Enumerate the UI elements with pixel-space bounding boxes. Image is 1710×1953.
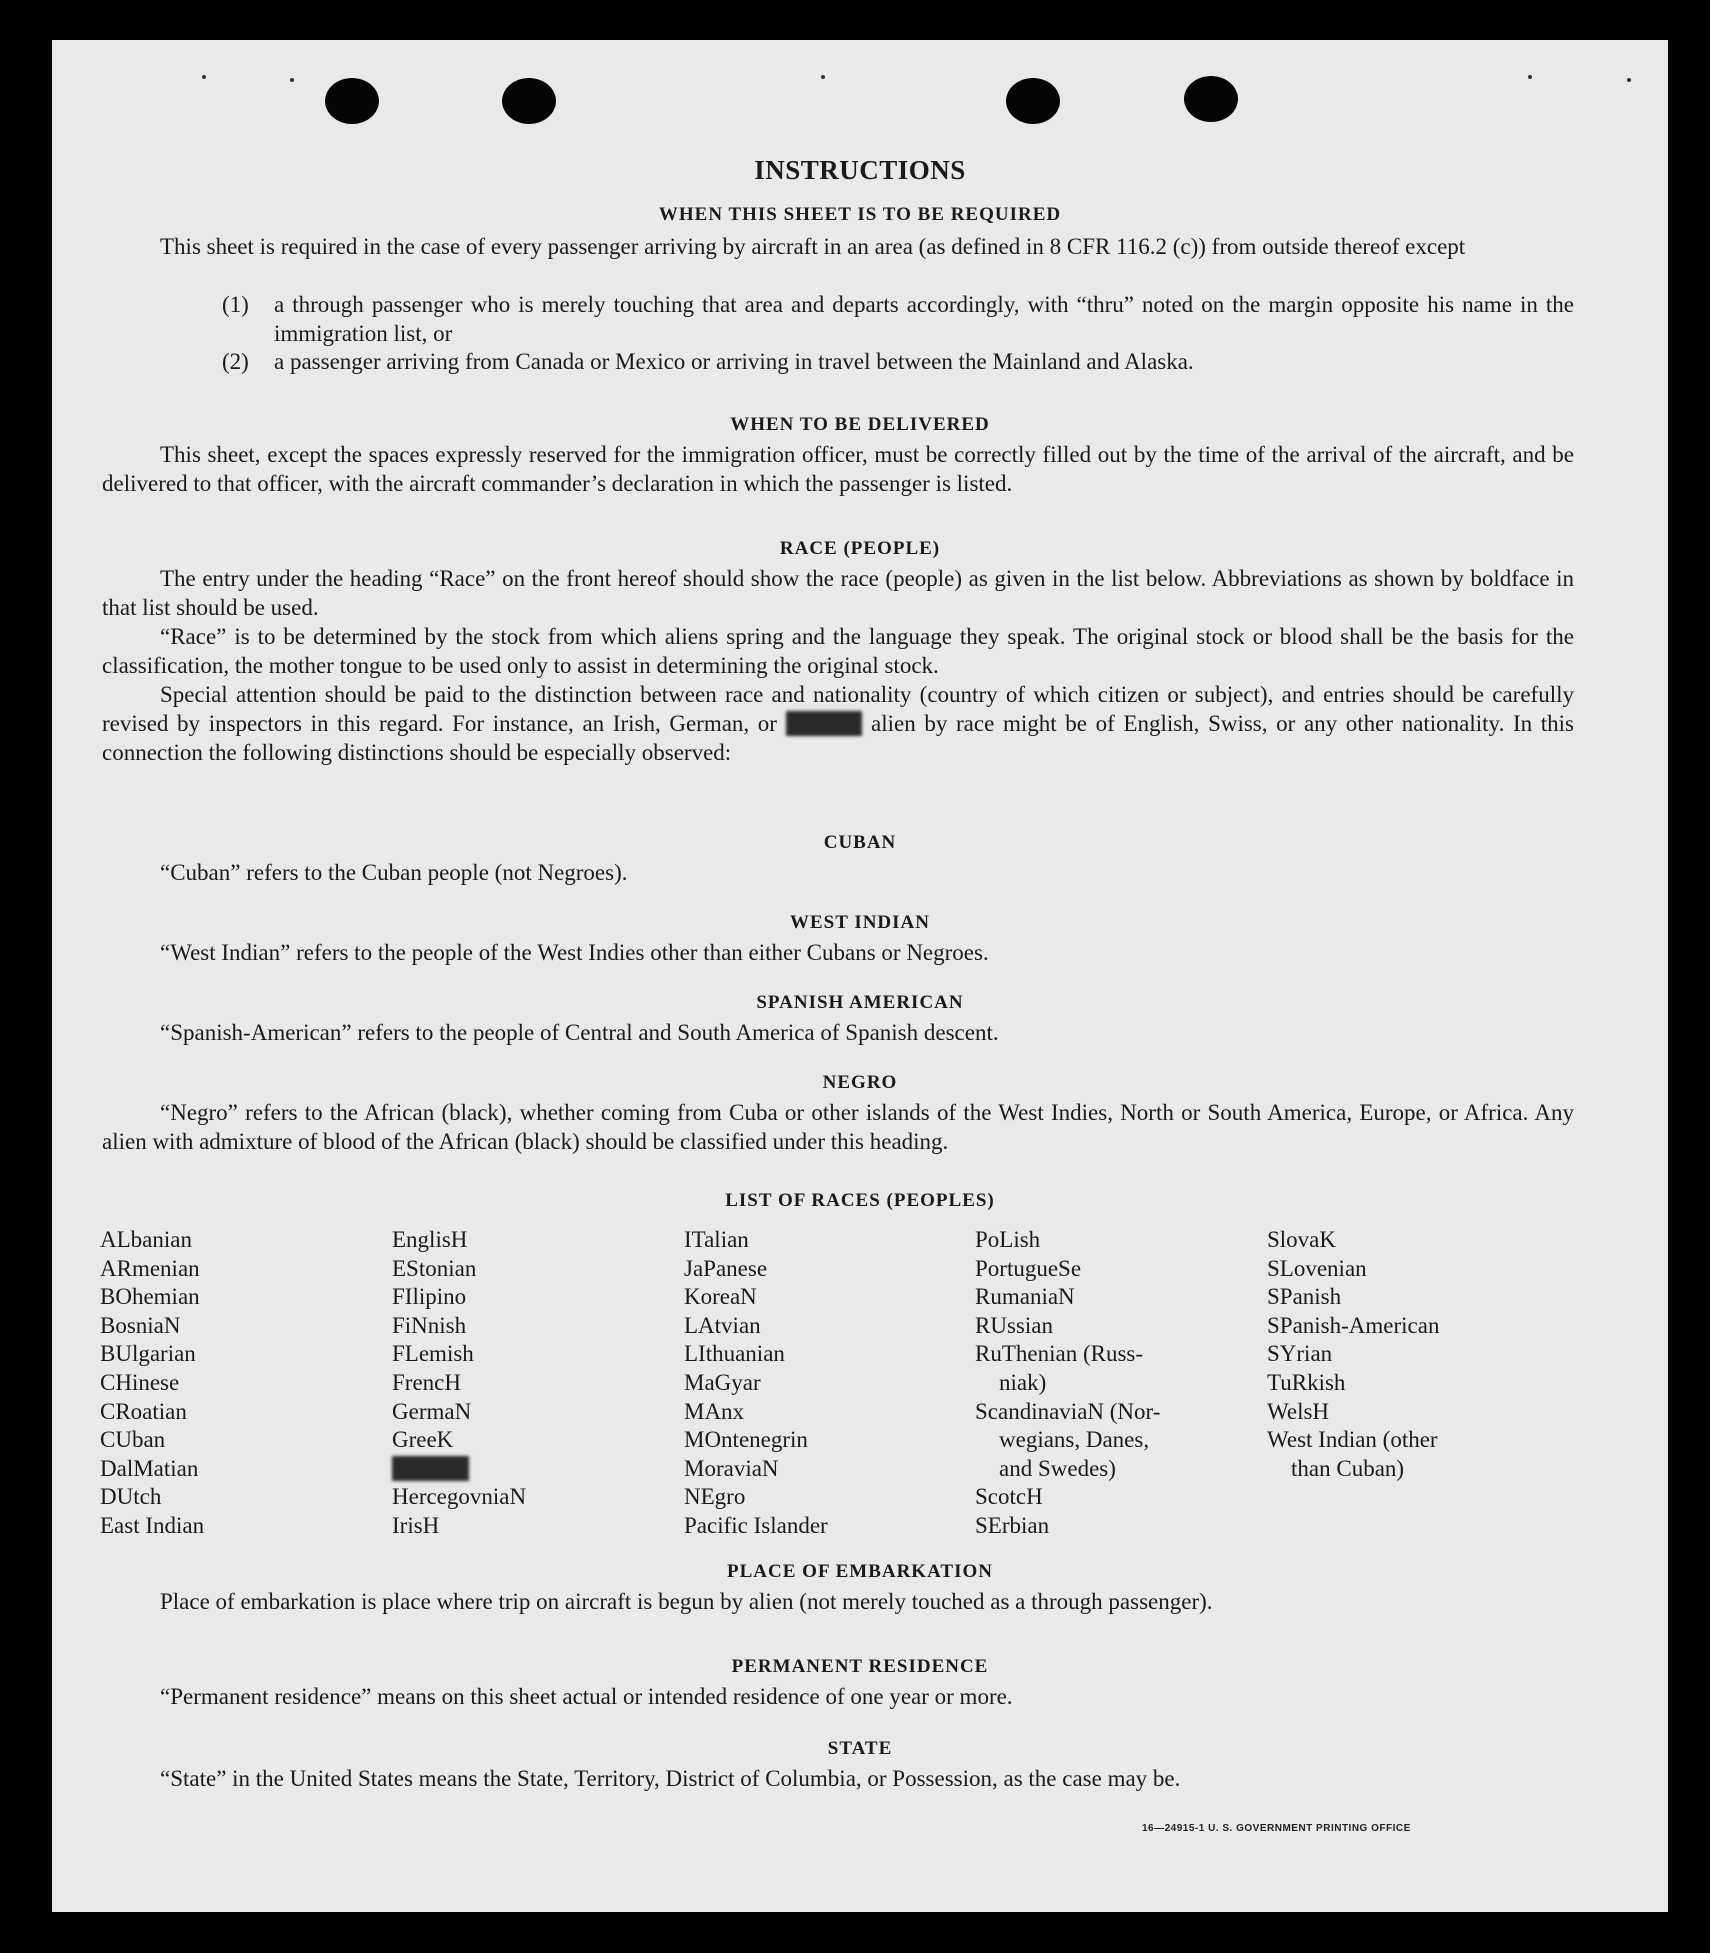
race-entry: PortugueSe	[975, 1255, 1082, 1281]
race-entry: LAtvian	[684, 1312, 761, 1338]
race-entry: East Indian	[100, 1512, 205, 1538]
race-paragraph-1: The entry under the heading “Race” on the front hereof should show the race (people) as given in the list below. Abbreviations as shown by boldface in that list should be used.	[102, 566, 1574, 620]
race-entry: TuRkish	[1267, 1369, 1346, 1395]
race-entry: GreeK	[392, 1427, 454, 1453]
race-entry: ARmenian	[100, 1255, 200, 1281]
heading-list-of-races: LIST OF RACES (PEOPLES)	[725, 1190, 995, 1211]
race-entry: ITalian	[684, 1227, 749, 1252]
race-entry: CHinese	[100, 1369, 180, 1395]
race-entry: RuThenian (Russ-	[975, 1341, 1144, 1367]
when-delivered-text: This sheet, except the spaces expressly reserved for the immigration officer, must be correctly filled out by the time of the arrival of the aircraft, and be delivered to that officer, with the aircraft commander’s declaration in which the passenger is listed.	[102, 442, 1574, 496]
cuban-text: “Cuban” refers to the Cuban people (not Negroes).	[160, 860, 628, 885]
residence-text: “Permanent residence” means on this sheet actual or intended residence of one year or more.	[160, 1684, 1013, 1709]
heading-cuban: CUBAN	[823, 832, 897, 853]
paper-speck	[202, 75, 206, 79]
race-entry: SPanish	[1267, 1284, 1342, 1310]
heading-west-indian: WEST INDIAN	[790, 912, 930, 933]
race-list-column-2	[392, 1225, 672, 1540]
race-entry: SLovenian	[1267, 1255, 1367, 1281]
heading-spanish-american: SPANISH AMERICAN	[756, 992, 964, 1013]
race-entry: HercegovniaN	[392, 1484, 527, 1510]
race-entry: IrisH	[392, 1512, 440, 1538]
race-entry: DalMatian	[100, 1455, 199, 1481]
heading-embarkation: PLACE OF EMBARKATION	[727, 1561, 993, 1582]
race-entry: SlovaK	[1267, 1227, 1336, 1252]
race-paragraph-2: “Race” is to be determined by the stock from which aliens spring and the language they speak. The original stock or blood shall be the basis for the classification, the mother tongue to be used only to assist in determining the original stock.	[102, 624, 1574, 678]
race-list-column-4	[975, 1225, 1255, 1540]
race-list-column-1	[100, 1225, 380, 1540]
race-entry: ScandinaviaN (Nor-	[975, 1398, 1161, 1424]
race-entry: WelsH	[1267, 1398, 1330, 1424]
race-entry: FLemish	[392, 1341, 474, 1367]
spanish-american-text: “Spanish-American” refers to the people of Central and South America of Spanish descent.	[160, 1020, 999, 1045]
race-entry-continued: niak)	[999, 1369, 1047, 1395]
race-entry: EnglisH	[392, 1227, 468, 1252]
instruction-sheet	[52, 40, 1668, 1912]
negro-paragraph	[102, 1098, 1574, 1156]
punch-hole	[1006, 78, 1060, 124]
race-paragraph-3	[102, 680, 1574, 767]
race-entry: BOhemian	[100, 1284, 200, 1310]
race-entry: SYrian	[1267, 1341, 1333, 1367]
exception-number: (2)	[222, 349, 249, 374]
state-text: “State” in the United States means the State, Territory, District of Columbia, or Possession, as the case may be.	[160, 1766, 1181, 1791]
race-entry: SPanish-American	[1267, 1312, 1440, 1338]
heading-negro: NEGRO	[822, 1072, 898, 1093]
obscured-word: Hebrew	[787, 711, 861, 736]
paper-speck	[290, 78, 294, 82]
race-list-column-5	[1267, 1225, 1547, 1482]
page-title: INSTRUCTIONS	[754, 155, 966, 185]
race-entry: FiNnish	[392, 1312, 467, 1338]
race-entry: NEgro	[684, 1484, 746, 1510]
punch-hole	[325, 78, 379, 124]
race-entry: BosniaN	[100, 1312, 181, 1338]
race-list-column-3	[684, 1225, 964, 1540]
state-paragraph	[102, 1764, 1574, 1793]
west-indian-text: “West Indian” refers to the people of the West Indies other than either Cubans or Negroes.	[160, 940, 989, 965]
race-entry: MAnx	[684, 1398, 745, 1424]
race-entry: ALbanian	[100, 1227, 192, 1252]
obscured-word: Hebrew	[394, 1455, 467, 1481]
race-entry: MOntenegrin	[684, 1427, 808, 1453]
race-entry: MoraviaN	[684, 1455, 779, 1481]
paper-speck	[821, 75, 825, 79]
when-required-intro-text: This sheet is required in the case of every passenger arriving by aircraft in an area (as defined in 8 CFR 116.2 (c)) from outside thereof except	[160, 234, 1466, 259]
printing-office-footer: 16—24915-1 U. S. GOVERNMENT PRINTING OFFICE	[1142, 1823, 1411, 1834]
heading-race: RACE (PEOPLE)	[779, 538, 941, 559]
race-entry-continued: than Cuban)	[1291, 1455, 1405, 1481]
exception-text: a passenger arriving from Canada or Mexico or arriving in travel between the Mainland and Alaska.	[274, 349, 1194, 374]
residence-paragraph	[102, 1682, 1574, 1711]
when-required-intro	[102, 232, 1574, 261]
race-entry: KoreaN	[684, 1284, 757, 1310]
cuban-paragraph	[102, 858, 1574, 887]
heading-state: STATE	[827, 1738, 893, 1759]
race-entry: FIlipino	[392, 1284, 467, 1310]
race-entry: GermaN	[392, 1398, 472, 1424]
exception-number: (1)	[222, 292, 249, 317]
race-entry: Pacific Islander	[684, 1512, 828, 1538]
race-entry: BUlgarian	[100, 1341, 196, 1367]
race-entry: DUtch	[100, 1484, 162, 1510]
heading-when-required: WHEN THIS SHEET IS TO BE REQUIRED	[658, 204, 1062, 225]
punch-hole	[502, 78, 556, 124]
race-entry: ScotcH	[975, 1484, 1043, 1510]
embarkation-paragraph	[102, 1587, 1574, 1616]
race-entry: West Indian (other	[1267, 1427, 1438, 1453]
paper-speck	[1627, 78, 1631, 82]
race-entry: RumaniaN	[975, 1284, 1075, 1310]
punch-hole	[1184, 76, 1238, 122]
west-indian-paragraph	[102, 938, 1574, 967]
race-entry: CRoatian	[100, 1398, 187, 1424]
race-entry: EStonian	[392, 1255, 477, 1281]
race-entry-obscured	[392, 1454, 672, 1483]
race-entry: FrencH	[392, 1369, 461, 1395]
race-paragraphs	[102, 564, 1574, 767]
embarkation-text: Place of embarkation is place where trip on aircraft is begun by alien (not merely touched as a through passenger).	[160, 1589, 1213, 1614]
race-entry: JaPanese	[684, 1255, 768, 1281]
when-delivered-paragraph	[102, 440, 1574, 498]
race-entry: CUban	[100, 1427, 166, 1453]
paper-speck	[1528, 75, 1532, 79]
exception-text: a through passenger who is merely touching that area and departs accordingly, with “thru” noted on the margin opposite his name in the immigration list, or	[274, 292, 1574, 346]
race-entry: LIthuanian	[684, 1341, 785, 1367]
race-entry-continued: and Swedes)	[999, 1455, 1116, 1481]
negro-text: “Negro” refers to the African (black), whether coming from Cuba or other islands of the West Indies, North or South America, Europe, or Africa. Any alien with admixture of blood of the African (black) should be classified under this heading.	[102, 1100, 1574, 1154]
race-entry: MaGyar	[684, 1369, 761, 1395]
heading-when-delivered: WHEN TO BE DELIVERED	[730, 414, 990, 435]
race-entry: RUssian	[975, 1312, 1053, 1338]
race-entry-continued: wegians, Danes,	[999, 1427, 1150, 1453]
race-entry: PoLish	[975, 1227, 1041, 1252]
race-paragraph-3-part-b: alien by race might be of English, Swiss, or any other nationality. In this connection the following distinctions should be especially observed:	[102, 711, 1574, 765]
spanish-american-paragraph	[102, 1018, 1574, 1047]
race-paragraph-3-part-a: Special attention should be paid to the distinction between race and nationality (country of which citizen or subject), and entries should be carefully revised by inspectors in this regard. For instance, an Irish, German, or	[102, 682, 1574, 736]
race-entry: SErbian	[975, 1512, 1050, 1538]
heading-permanent-residence: PERMANENT RESIDENCE	[731, 1656, 989, 1677]
